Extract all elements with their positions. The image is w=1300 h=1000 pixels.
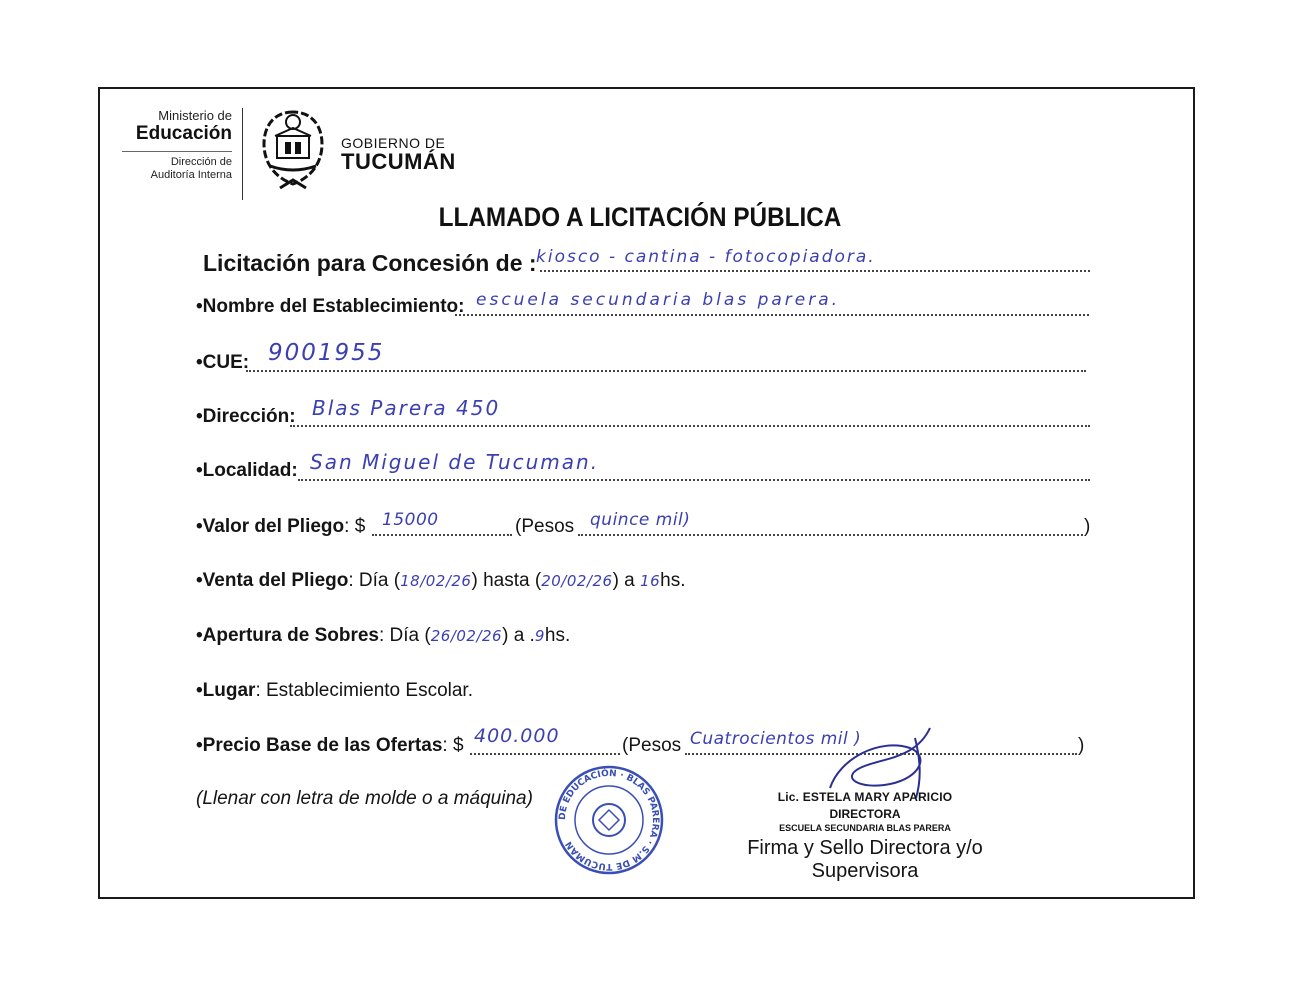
apertura-label: •Apertura de Sobres: [196, 625, 379, 646]
venta-label: •Venta del Pliego: [196, 570, 349, 591]
venta-text1: : Día (: [348, 570, 401, 591]
stamp-text: DE EDUCACIÓN · BLAS PARERA · S.M DE TUCUMAN: [557, 768, 661, 872]
lugar-value: : Establecimiento Escolar.: [255, 680, 473, 701]
row-concesion: [203, 250, 537, 277]
ministry-sub2: Auditoría Interna: [150, 169, 232, 181]
row-precio: [196, 735, 464, 757]
precio-dots: [470, 753, 620, 755]
valor-pesos-dots: [578, 534, 1083, 536]
apertura-text3: hs.: [544, 625, 571, 646]
cue-label: •CUE:: [196, 352, 250, 373]
valor-close: ): [1084, 516, 1091, 537]
row-localidad: [196, 460, 298, 482]
venta-text3: ) a: [612, 570, 635, 591]
precio-prefix: : $: [442, 735, 464, 756]
precio-close: ): [1078, 735, 1085, 756]
precio-pesos-value: Cuatrocientos mil ): [690, 729, 862, 749]
precio-pesos-label: (Pesos: [622, 735, 682, 756]
apertura-hora: 9: [534, 627, 545, 645]
ministry-line1: Ministerio de: [158, 108, 232, 123]
gov-line1: GOBIERNO DE: [341, 135, 446, 151]
document-title: LLAMADO A LICITACIÓN PÚBLICA: [438, 202, 842, 232]
row-apertura: [196, 625, 570, 647]
tucuman-crest-icon: [258, 108, 328, 198]
establecimiento-value: escuela secundaria blas parera.: [476, 290, 841, 310]
concesion-dots: [540, 270, 1090, 272]
signature-caption: Firma y Sello Directora y/o Supervisora: [747, 837, 983, 882]
signer-name: Lic. ESTELA MARY APARICIO: [777, 790, 953, 804]
localidad-label: •Localidad:: [196, 460, 298, 481]
ministry-logo: [110, 108, 243, 200]
apertura-text1: : Día (: [378, 625, 431, 646]
gov-line2: TUCUMÁN: [341, 149, 456, 174]
apertura-text2: ) a .: [502, 625, 535, 646]
precio-value: 400.000: [474, 725, 560, 747]
direccion-label: •Dirección:: [196, 406, 296, 427]
venta-desde: 18/02/26: [400, 572, 472, 590]
venta-text4: hs.: [660, 570, 686, 591]
signer-school: ESCUELA SECUNDARIA BLAS PARERA: [779, 823, 951, 833]
row-direccion: [196, 406, 296, 428]
localidad-value: San Miguel de Tucuman.: [310, 450, 600, 474]
lugar-label: •Lugar: [196, 680, 256, 701]
direccion-dots: [290, 425, 1090, 427]
ministry-line2: Educación: [135, 123, 232, 144]
fill-instructions: (Llenar con letra de molde o a máquina): [196, 788, 533, 809]
concesion-label: Licitación para Concesión de :: [203, 250, 537, 276]
row-lugar: [196, 680, 473, 702]
row-valor: [196, 516, 365, 538]
precio-label: •Precio Base de las Ofertas: [196, 735, 443, 756]
ministry-sub1: Dirección de: [170, 156, 232, 168]
venta-hasta: 20/02/26: [541, 572, 613, 590]
cue-value: 9001955: [268, 340, 385, 366]
valor-value: 15000: [382, 510, 439, 530]
direccion-value: Blas Parera 450: [312, 396, 501, 420]
concesion-value: kiosco - cantina - fotocopiadora.: [536, 247, 876, 267]
apertura-fecha: 26/02/26: [430, 627, 503, 645]
establecimiento-dots: [455, 314, 1089, 316]
row-cue: [196, 352, 249, 374]
cue-dots: [246, 370, 1086, 372]
valor-label: •Valor del Pliego: [196, 516, 345, 537]
signer-role: DIRECTORA: [829, 807, 901, 821]
row-establecimiento: [196, 296, 465, 318]
valor-dots: [372, 534, 512, 536]
valor-pesos-value: quince mil): [590, 510, 691, 530]
venta-text2: ) hasta (: [471, 570, 542, 591]
school-stamp-icon: [553, 758, 665, 883]
government-logo: [341, 135, 456, 173]
localidad-dots: [298, 479, 1090, 481]
signature-block: [700, 790, 1030, 883]
row-venta: [196, 570, 685, 592]
valor-prefix: : $: [344, 516, 366, 537]
venta-hora: 16: [640, 572, 661, 590]
establecimiento-label: •Nombre del Establecimiento:: [196, 296, 465, 317]
valor-pesos-label: (Pesos: [515, 516, 575, 537]
